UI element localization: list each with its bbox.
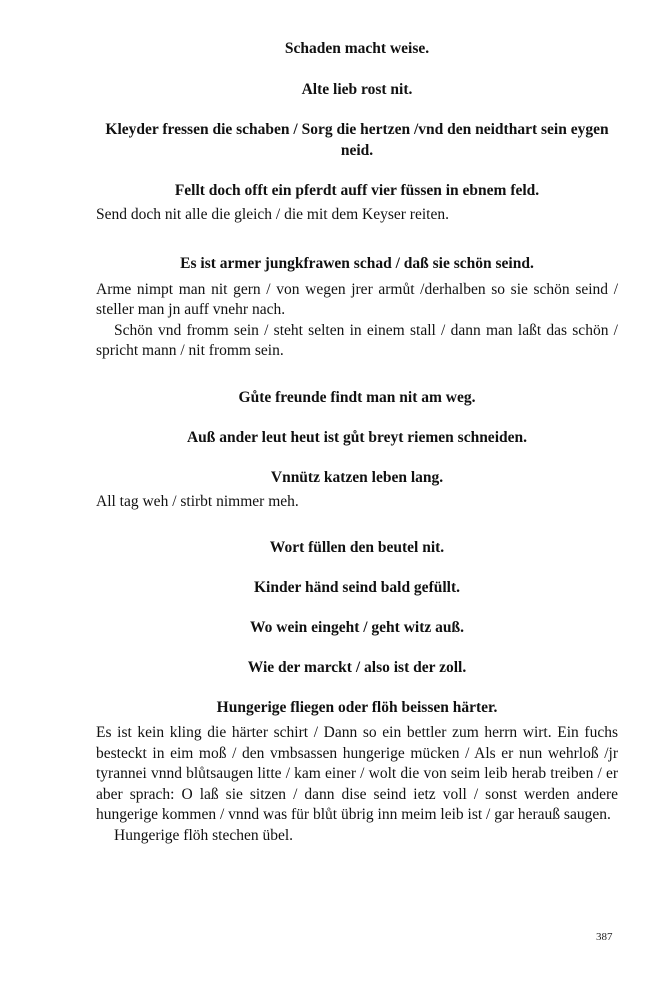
proverb-heading: Vnnütz katzen leben lang. [270,468,444,486]
commentary-paragraph: Arme nimpt man nit gern / von wegen jrer armůt /derhalben so sie schön seind / steller man jn auff vnehr nach. [96,280,618,318]
proverb-heading: Es ist armer jungkfrawen schad / daß sie schön seind. [180,254,534,272]
proverb-heading: Fellt doch offt ein pferdt auff vier füssen in ebnem feld. [174,182,540,199]
commentary-paragraph: Schön vnd fromm sein / steht selten in einem stall / dann man laßt das schön / spricht mann / nit fromm sein. [96,321,618,359]
commentary-paragraph: Send doch nit alle die gleich / die mit dem Keyser reiten. [96,206,449,223]
proverb-heading: Wie der marckt / also ist der zoll. [247,659,467,676]
page-number: 387 [596,931,613,943]
commentary-block [96,205,618,226]
commentary-block [96,492,618,513]
proverb-heading: Hungerige fliegen oder flöh beissen härter. [216,699,498,716]
commentary-paragraph: Hungerige flöh stechen übel. [114,826,294,844]
proverb-heading: Wort füllen den beutel nit. [269,539,445,556]
commentary-paragraph: All tag weh / stirbt nimmer meh. [96,492,299,510]
proverb-heading: Schaden macht weise. [284,40,430,57]
proverb-heading: Kleyder fressen die schaben / Sorg die hertzen /vnd den neidthart sein eygen neid. [105,121,609,159]
proverb-heading: Kinder händ seind bald gefüllt. [253,579,460,596]
proverb-heading: Auß ander leut heut ist gůt breyt riemen schneiden. [186,428,527,446]
proverb-heading: Gůte freunde findt man nit am weg. [238,388,476,406]
commentary-block [96,723,618,846]
commentary-block [96,280,618,362]
proverb-heading: Wo wein eingeht / geht witz auß. [250,619,464,636]
commentary-paragraph: Es ist kein kling die härter schirt / Dann so ein bettler zum herrn wirt. Ein fuchs besteckt in eim moß / den vmbsassen hungerige mücken / Als er nun wehrloß /jr tyrannei vnnd blůtsaugen litte / kam einer / wolt die von seim leib herab treiben / er aber sprach: O laß sie sitzen / dann dise seind ietz voll / sonst werden andere hungerige kommen / vnnd was für blůt übrig inn meim leib ist / gar herauß saugen. [96,724,618,823]
proverb-heading: Alte lieb rost nit. [301,81,413,98]
page-content [96,38,618,846]
